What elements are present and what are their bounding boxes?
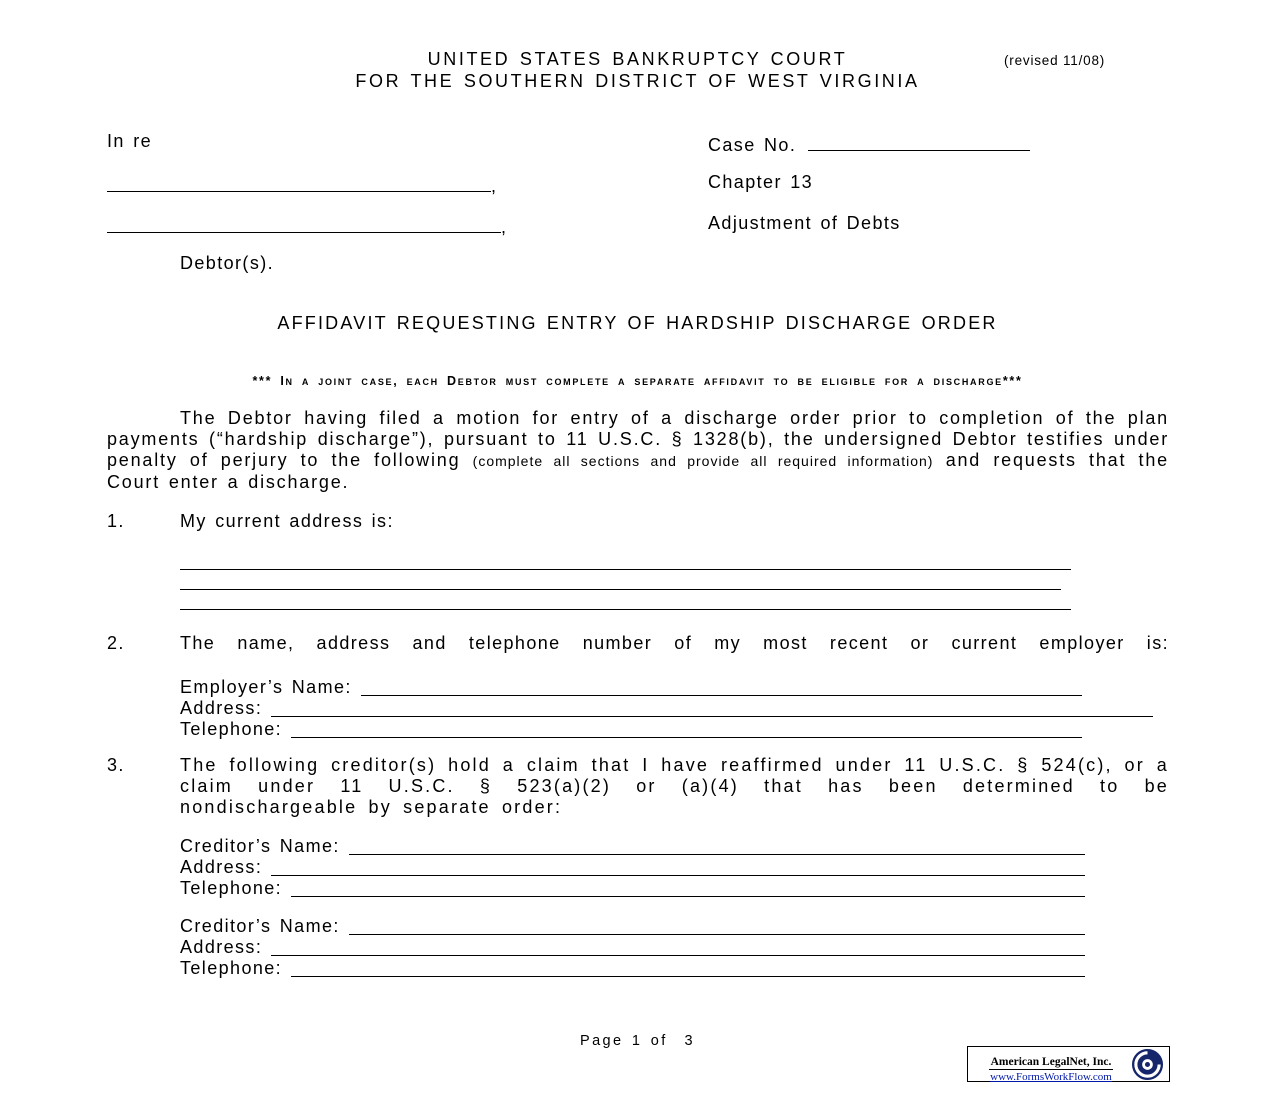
creditor-1-telephone-label: Telephone: [180,878,283,898]
creditor-2-telephone-label: Telephone: [180,958,283,978]
case-number-blank [808,131,1030,151]
court-name-line1: UNITED STATES BANKRUPTCY COURT [427,49,848,69]
page-number: Page 1 of 3 [580,1033,695,1049]
creditor-2-address-row [180,937,1085,958]
item-1-number: 1. [107,511,125,531]
item-2-text: The name, address and telephone number of my most recent or current employer is: [180,633,1169,653]
in-re-label: In re [107,131,153,151]
creditor-1-name-label: Creditor’s Name: [180,836,340,856]
creditor-1-address-label: Address: [180,857,263,877]
employer-name-blank [361,695,1082,696]
creditor-1-name-row [180,836,1085,857]
debtor-name-row-1 [107,172,497,197]
creditor-block-1 [180,836,1169,899]
item-3-text: The following creditor(s) hold a claim that I have reaffirmed under 11 U.S.C. § 524(c), or a claim under 11 U.S.C. § 523(a)(2) or (a)(4) that has been determined to be nondischargeable by separate order: [180,755,1169,817]
item-3 [107,755,1169,979]
employer-name-row [180,677,1082,698]
debtor-name-blank-1 [107,172,491,192]
creditor-1-name-blank [349,854,1085,855]
vendor-url-link[interactable]: www.FormsWorkFlow.com [990,1071,1112,1083]
employer-name-label: Employer’s Name: [180,677,352,697]
vendor-name: American LegalNet, Inc. [990,1056,1112,1068]
item-1 [107,511,1169,610]
case-number-row [708,131,1030,156]
court-name-line2: FOR THE SOUTHERN DISTRICT OF WEST VIRGINIA [355,71,920,91]
intro-text-1: The Debtor having filed a motion for entry of a discharge order prior to completion of the plan payments (“hardship discharge”), pursuant to 11 U.S.C. § 1328(b), the undersigned Debtor testifies under penalty of perjury to the following [107,408,1169,470]
creditor-block-2 [180,916,1169,979]
creditor-2-address-blank [271,955,1085,956]
intro-paragraph [107,408,1169,493]
employer-fields [180,677,1169,740]
employer-telephone-blank [291,737,1082,738]
case-no-label: Case No. [708,135,797,155]
creditor-2-name-row [180,916,1085,937]
creditor-2-telephone-row [180,958,1085,979]
item-1-text: My current address is: [180,511,394,531]
intro-text-2: and requests that the Court enter a discharge. [107,450,1169,492]
item-2-number: 2. [107,633,125,653]
creditor-2-address-label: Address: [180,937,263,957]
debtor-name-row-2 [107,213,507,238]
debtors-label: Debtor(s). [180,253,275,273]
creditor-2-telephone-blank [291,976,1085,977]
creditor-1-telephone-row [180,878,1085,899]
chapter-label: Chapter 13 [708,172,814,192]
employer-address-label: Address: [180,698,263,718]
comma: , [501,217,508,237]
creditor-2-name-label: Creditor’s Name: [180,916,340,936]
revision-note: (revised 11/08) [1004,53,1106,68]
item-2 [107,633,1169,740]
document-title: AFFIDAVIT REQUESTING ENTRY OF HARDSHIP DISCHARGE ORDER [277,313,998,333]
joint-case-notice: *** In a joint case, each Debtor must complete a separate affidavit to be eligible for a discharge*** [252,374,1023,388]
intro-parenthetical: (complete all sections and provide all required information) [472,453,934,469]
vendor-logo-icon [1131,1048,1164,1081]
item-3-number: 3. [107,755,125,775]
current-address-lines [180,550,1169,610]
employer-telephone-row [180,719,1082,740]
employer-address-row [180,698,1153,719]
debtor-name-blank-2 [107,213,501,233]
address-blank-line-2 [180,570,1061,590]
creditor-1-address-blank [271,875,1085,876]
vendor-stamp [967,1046,1170,1082]
vendor-text [971,1049,1131,1083]
address-blank-line-3 [180,590,1071,610]
comma: , [491,176,498,196]
employer-telephone-label: Telephone: [180,719,283,739]
creditor-2-name-blank [349,934,1085,935]
adjustment-of-debts-label: Adjustment of Debts [708,213,901,233]
creditor-1-address-row [180,857,1085,878]
creditor-1-telephone-blank [291,896,1085,897]
address-blank-line-1 [180,550,1071,570]
employer-address-blank [271,716,1153,717]
